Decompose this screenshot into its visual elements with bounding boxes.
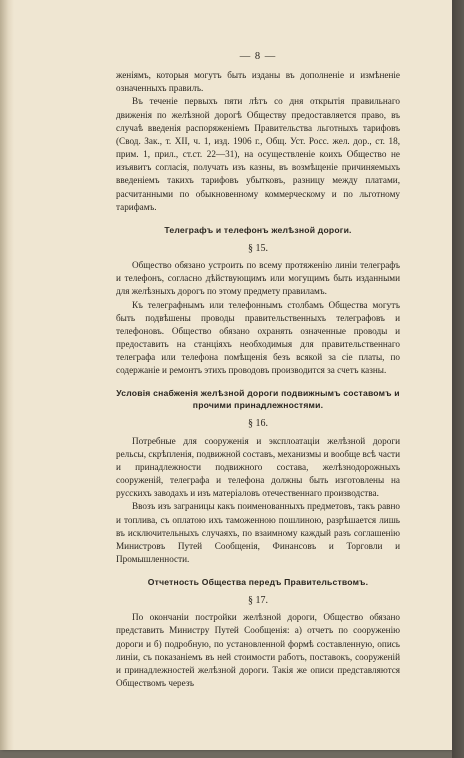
paragraph-15a: Общество обязано устроить по всему протяженію линіи телеграфъ и телефонъ, согласно дѣйствующимъ или могущимъ быть изданными для желѣзныхъ дорогъ по этому предмету правиламъ. [116,260,400,297]
heading-telegraph: Телеграфъ и телефонъ желѣзной дороги. [164,224,352,235]
tariffs-paragraph: Въ теченіе первыхъ пяти лѣтъ со дня открытія правильнаго движенія по желѣзной дорогѣ Обществу предоставляется право, въ случаѣ введенія распоряженіемъ Правительства льготныхъ тарифовъ (Свод. Зак., т. XII, ч. 1, изд. 1906 г., Общ. Уст. Росс. жел. дор., ст. 18, прим. 1, прил., ст.ст. 22—31), на осуществленіе коихъ Общество не изъявитъ согласія, получать изъ казны, въ возмѣщеніе причиняемыхъ введеніемъ такихъ тарифовъ убытковъ, разницу между платами, расчитанными по обыкновенному коммерческому и по льготному тарифамъ. [116,96,400,212]
paragraph-16b: Ввозъ изъ заграницы какъ поименованныхъ предметовъ, такъ равно и топлива, съ оплатою ихъ таможенною пошлиною, разрѣшается лишь въ исключительныхъ случаяхъ, по взаимному каждый разъ соглашенію Министровъ Путей Сообщенія, Финансовъ и Торговли и Промышленности. [116,501,400,564]
section-16: § 16. [248,418,268,430]
section-17: § 17. [248,595,268,607]
page-text [116,50,400,690]
heading-reporting: Отчетность Общества передъ Правительствомъ. [147,577,369,588]
page-number: — 8 — [239,51,277,62]
continuation-paragraph: женіямъ, которыя могутъ быть изданы въ дополненіе и измѣненіе означенныхъ правилъ. [116,70,400,94]
section-15: § 15. [248,242,268,254]
paragraph-15b: Къ телеграфнымъ или телефоннымъ столбамъ Общества могутъ быть подвѣшены проводы правительственныхъ телеграфовъ и телефоновъ. Общество обязано охранять означенные проводы и предоставить на станціяхъ необходимыя для правительственнаго телеграфа или телефона помѣщенія безъ всякой за сіе платы, по содержаніе и ремонтъ этихъ проводовъ производится за счетъ казны. [116,299,400,376]
paragraph-17: По окончаніи постройки желѣзной дороги, Общество обязано представить Министру Путей Сообщенія: а) отчетъ по сооруженію дороги и б) подробную, по установленной формѣ составленную, опись линіи, съ показаніемъ въ ней стоимости работъ, поставокъ, сооруженій и принадлежностей желѣзной дороги. Такія же описи представляются Обществомъ черезъ [116,612,400,689]
heading-rolling-stock: Условія снабженія желѣзной дороги подвижнымъ составомъ и прочими принадлежностями. [116,388,400,411]
book-edge [452,0,464,758]
page-binding [0,0,14,750]
paragraph-16a: Потребные для сооруженія и эксплоатаціи желѣзной дороги рельсы, скрѣпленія, подвижной составъ, механизмы и вообще всѣ части и принадлежности подвижного состава, желѣзнодорожныхъ сооруженій, телеграфа и телефона должны быть изготовлены на русскихъ заводахъ и изъ матеріаловъ отечественнаго производства. [116,435,400,499]
